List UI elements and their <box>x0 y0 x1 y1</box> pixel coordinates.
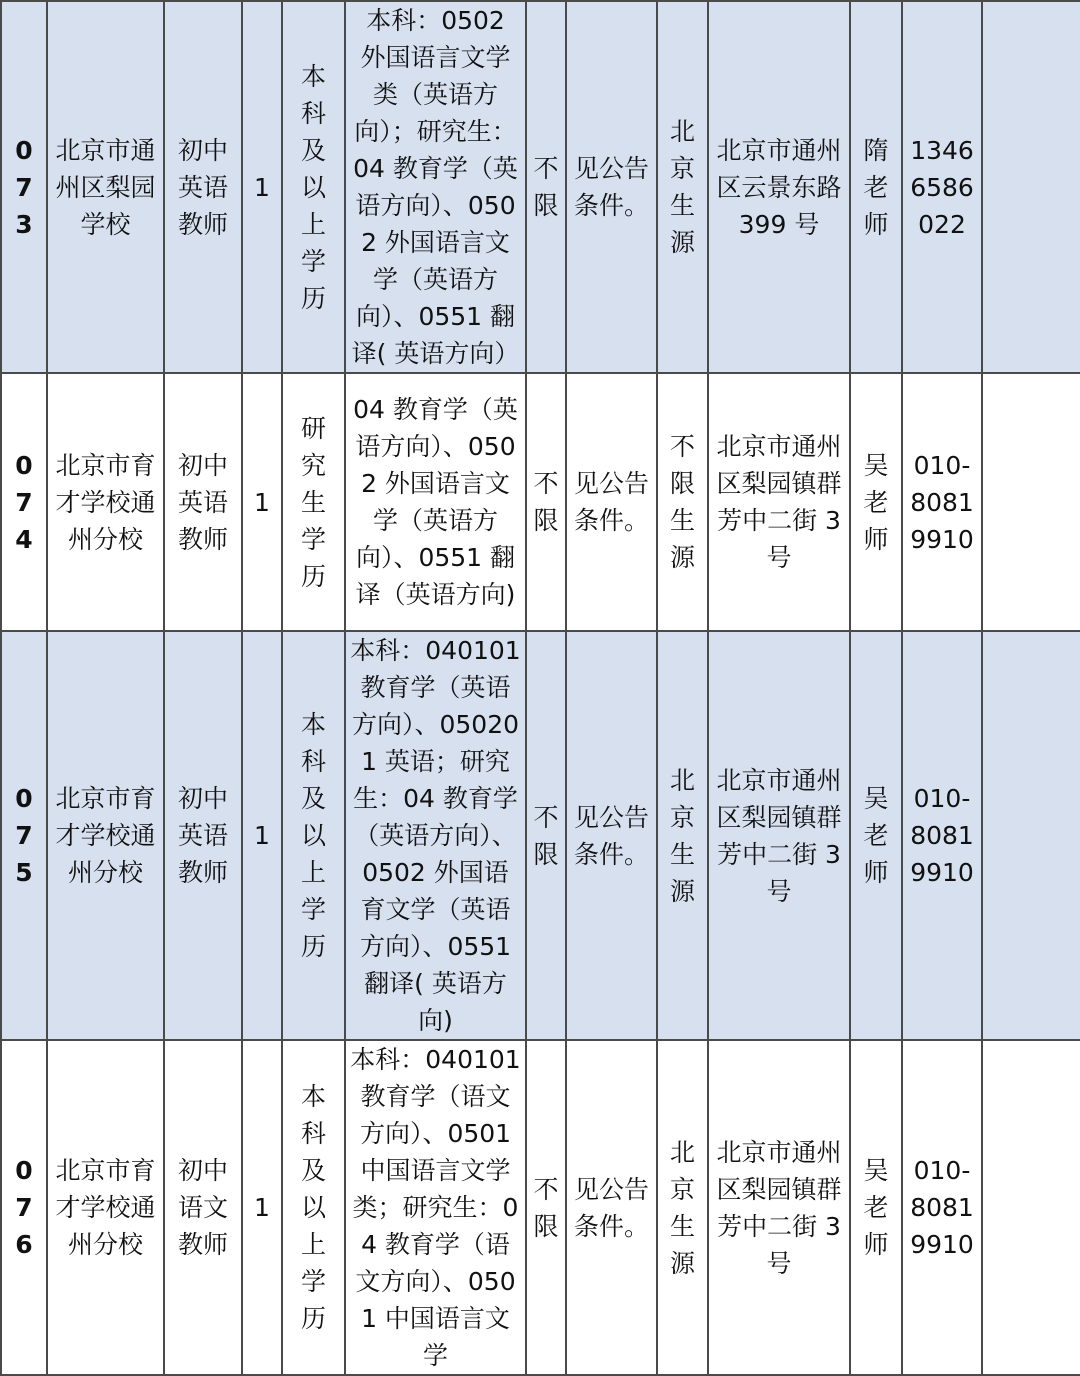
education-requirement: 研究生学历 <box>282 373 345 631</box>
position-number: 073 <box>1 1 47 373</box>
contact-phone: 010-80819910 <box>902 1040 982 1375</box>
school-name: 北京市育才学校通州分校 <box>47 1040 164 1375</box>
major-requirement: 本科：040101 教育学（英语方向）、050201 英语；研究生：04 教育学（英语方向）、0502 外国语育文学（英语方向）、0551 翻译( 英语方向) <box>345 631 526 1040</box>
other-conditions: 见公告条件。 <box>566 631 657 1040</box>
source-requirement: 北京生源 <box>657 1040 708 1375</box>
other-conditions: 见公告条件。 <box>566 1 657 373</box>
school-name: 北京市育才学校通州分校 <box>47 373 164 631</box>
school-name: 北京市育才学校通州分校 <box>47 631 164 1040</box>
contact-person: 吴老师 <box>850 631 902 1040</box>
position-number: 076 <box>1 1040 47 1375</box>
politics-requirement: 不限 <box>526 373 566 631</box>
contact-person: 吴老师 <box>850 1040 902 1375</box>
other-conditions: 见公告条件。 <box>566 1040 657 1375</box>
major-requirement: 本科：0502 外国语言文学类（英语方向）；研究生：04 教育学（英语方向）、0502 外国语言文学（英语方向）、0551 翻译( 英语方向） <box>345 1 526 373</box>
education-requirement: 本科及以上学历 <box>282 631 345 1040</box>
hire-count: 1 <box>242 373 282 631</box>
contact-phone: 13466586022 <box>902 1 982 373</box>
politics-requirement: 不限 <box>526 631 566 1040</box>
school-address: 北京市通州区梨园镇群芳中二街 3 号 <box>708 1040 850 1375</box>
other-conditions: 见公告条件。 <box>566 373 657 631</box>
politics-requirement: 不限 <box>526 1040 566 1375</box>
remarks-cell <box>982 373 1080 631</box>
post-name: 初中英语教师 <box>164 1 242 373</box>
politics-requirement: 不限 <box>526 1 566 373</box>
remarks-cell <box>982 631 1080 1040</box>
school-address: 北京市通州区云景东路 399 号 <box>708 1 850 373</box>
source-requirement: 不限生源 <box>657 373 708 631</box>
contact-person: 吴老师 <box>850 373 902 631</box>
education-requirement: 本科及以上学历 <box>282 1040 345 1375</box>
major-requirement: 本科：040101 教育学（语文方向）、0501 中国语言文学类；研究生：04 教育学（语文方向）、0501 中国语言文学 <box>345 1040 526 1375</box>
hire-count: 1 <box>242 1040 282 1375</box>
post-name: 初中语文教师 <box>164 1040 242 1375</box>
position-number: 075 <box>1 631 47 1040</box>
hire-count: 1 <box>242 1 282 373</box>
education-requirement: 本科及以上学历 <box>282 1 345 373</box>
remarks-cell <box>982 1040 1080 1375</box>
position-number: 074 <box>1 373 47 631</box>
table-row <box>1 1040 1080 1375</box>
source-requirement: 北京生源 <box>657 1 708 373</box>
table-row <box>1 631 1080 1040</box>
contact-person: 隋老师 <box>850 1 902 373</box>
post-name: 初中英语教师 <box>164 631 242 1040</box>
contact-phone: 010-80819910 <box>902 373 982 631</box>
school-address: 北京市通州区梨园镇群芳中二街 3 号 <box>708 631 850 1040</box>
post-name: 初中英语教师 <box>164 373 242 631</box>
remarks-cell <box>982 1 1080 373</box>
table-row <box>1 373 1080 631</box>
school-name: 北京市通州区梨园学校 <box>47 1 164 373</box>
major-requirement: 04 教育学（英语方向）、0502 外国语言文学（英语方向）、0551 翻译（英语方向) <box>345 373 526 631</box>
school-address: 北京市通州区梨园镇群芳中二街 3 号 <box>708 373 850 631</box>
source-requirement: 北京生源 <box>657 631 708 1040</box>
table-row <box>1 1 1080 373</box>
hire-count: 1 <box>242 631 282 1040</box>
contact-phone: 010-80819910 <box>902 631 982 1040</box>
